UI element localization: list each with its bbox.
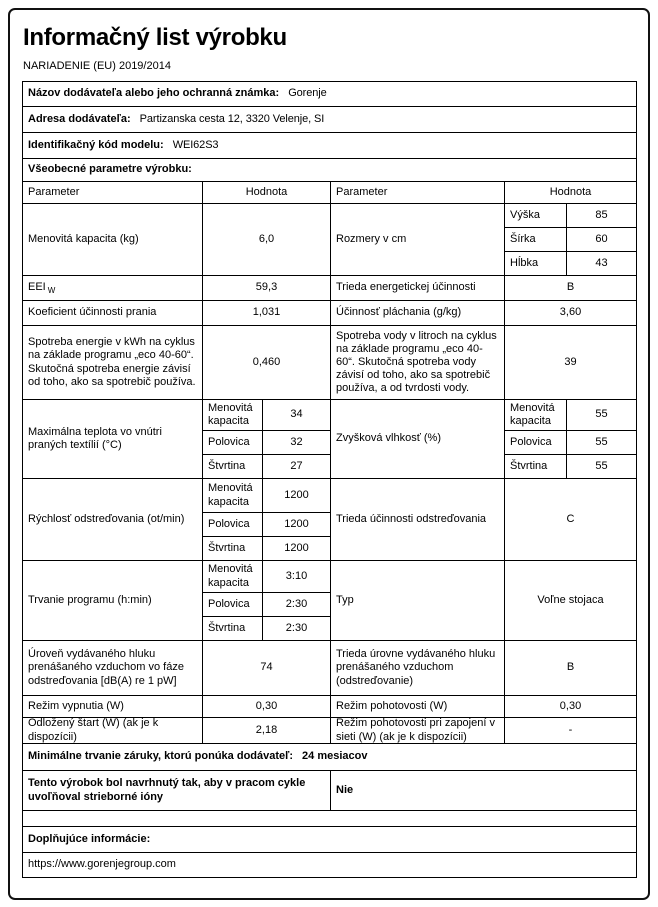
moisture-quarter-label: Štvrtina [505, 455, 567, 479]
duration-rated-row [203, 561, 331, 593]
document-title: Informačný list výrobku [23, 24, 287, 51]
energy-consumption-label: Spotreba energie v kWh na cyklus na základe programu „eco 40-60“. Skutočná spotreba energie závisí od toho, ako sa spotrebič používa. [23, 326, 203, 400]
max-temp-half-label: Polovica [203, 431, 263, 455]
program-duration-label: Trvanie programu (h:min) [23, 561, 203, 641]
spin-half-label: Polovica [203, 513, 263, 537]
model-id-row [23, 133, 637, 159]
water-consumption-value: 39 [505, 326, 637, 400]
max-temp-rated-label: Menovitá kapacita [203, 400, 263, 431]
spin-quarter-value: 1200 [263, 537, 331, 561]
energy-class-label: Trieda energetickej účinnosti [331, 276, 505, 301]
noise-class-value: B [505, 641, 637, 696]
moisture-rated-row [505, 400, 637, 431]
eei-energy-class-row [23, 276, 637, 301]
silver-ions-value: Nie [331, 771, 637, 811]
spin-rated-row [203, 479, 331, 513]
model-id-cell [23, 133, 637, 159]
spin-rated-value: 1200 [263, 479, 331, 513]
dimensions-subtable [505, 204, 637, 276]
wash-rinse-row [23, 301, 637, 326]
model-id-value: WEI62S3 [172, 138, 219, 151]
supplier-address-cell [23, 107, 637, 133]
duration-half-row [203, 593, 331, 617]
moisture-rated-label: Menovitá kapacita [505, 400, 567, 431]
noise-level-label: Úroveň vydávaného hluku prenášaného vzduchom vo fáze odstreďovania [dB(A) re 1 pW] [23, 641, 203, 696]
capacity-label: Menovitá kapacita (kg) [23, 204, 203, 276]
wash-coefficient-value: 1,031 [203, 301, 331, 326]
spin-quarter-label: Štvrtina [203, 537, 263, 561]
supplier-name-value: Gorenje [288, 87, 327, 100]
rinse-efficiency-label: Účinnosť pláchania (g/kg) [331, 301, 505, 326]
max-temp-quarter-value: 27 [263, 455, 331, 479]
rinse-efficiency-value: 3,60 [505, 301, 637, 326]
networked-standby-value: - [505, 718, 637, 744]
noise-level-value: 74 [203, 641, 331, 696]
additional-info-row [23, 827, 637, 853]
dimension-depth-label: Hĺbka [505, 252, 567, 276]
capacity-value: 6,0 [203, 204, 331, 276]
type-value: Voľne stojaca [505, 561, 637, 641]
duration-quarter-row [203, 617, 331, 641]
capacity-dimensions-row [23, 204, 637, 276]
duration-rated-label: Menovitá kapacita [203, 561, 263, 593]
supplier-address-label: Adresa dodávateľa: [28, 112, 131, 125]
duration-type-row [23, 561, 637, 641]
duration-half-label: Polovica [203, 593, 263, 617]
dimension-depth-row [505, 252, 637, 276]
supplier-name-row [23, 82, 637, 107]
website-row [23, 853, 637, 878]
networked-standby-label: Režim pohotovosti pri zapojení v sieti (W) (ak je k dispozícii) [331, 718, 505, 744]
dimensions-label: Rozmery v cm [331, 204, 505, 276]
dimension-height-row [505, 204, 637, 228]
eei-label [23, 276, 203, 301]
spin-quarter-row [203, 537, 331, 561]
duration-rated-value: 3:10 [263, 561, 331, 593]
spacer-cell [23, 811, 637, 827]
page-border-frame [8, 8, 650, 900]
dimension-depth-value: 43 [567, 252, 637, 276]
additional-info-label: Doplňujúce informácie: [23, 827, 637, 853]
max-temp-quarter-label: Štvrtina [203, 455, 263, 479]
table-header-row [23, 182, 637, 204]
delayed-start-label: Odložený štart (W) (ak je k dispozícii) [23, 718, 203, 744]
noise-row [23, 641, 637, 696]
residual-moisture-subtable [505, 400, 637, 479]
standby-mode-label: Režim pohotovosti (W) [331, 696, 505, 718]
moisture-rated-value: 55 [567, 400, 637, 431]
eei-label-text: EEI [28, 281, 46, 294]
header-value-right: Hodnota [505, 182, 637, 204]
general-parameters-label: Všeobecné parametre výrobku: [23, 159, 637, 182]
spin-row [23, 479, 637, 561]
spin-speed-label: Rýchlosť odstreďovania (ot/min) [23, 479, 203, 561]
max-temp-half-row [203, 431, 331, 455]
warranty-row [23, 744, 637, 771]
standby-mode-value: 0,30 [505, 696, 637, 718]
dimension-width-label: Šírka [505, 228, 567, 252]
moisture-quarter-row [505, 455, 637, 479]
header-param-right: Parameter [331, 182, 505, 204]
website-url: https://www.gorenjegroup.com [23, 853, 637, 878]
eei-label-subscript: W [47, 286, 56, 296]
moisture-half-row [505, 431, 637, 455]
max-temp-rated-row [203, 400, 331, 431]
max-temperature-subtable [203, 400, 331, 479]
supplier-name-label: Názov dodávateľa alebo jeho ochranná známka: [28, 87, 280, 100]
type-label: Typ [331, 561, 505, 641]
noise-class-label: Trieda úrovne vydávaného hluku prenášaného vzduchom (odstreďovanie) [331, 641, 505, 696]
moisture-half-label: Polovica [505, 431, 567, 455]
dimension-height-value: 85 [567, 204, 637, 228]
max-temp-half-value: 32 [263, 431, 331, 455]
spacer-row [23, 811, 637, 827]
header-param-left: Parameter [23, 182, 203, 204]
wash-coefficient-label: Koeficient účinnosti prania [23, 301, 203, 326]
silver-ions-label: Tento výrobok bol navrhnutý tak, aby v pracom cykle uvoľňoval strieborné ióny [23, 771, 331, 811]
spin-rated-label: Menovitá kapacita [203, 479, 263, 513]
max-temp-quarter-row [203, 455, 331, 479]
max-temp-rated-value: 34 [263, 400, 331, 431]
warranty-cell [23, 744, 637, 771]
duration-quarter-label: Štvrtina [203, 617, 263, 641]
spin-speed-subtable [203, 479, 331, 561]
spin-class-label: Trieda účinnosti odstreďovania [331, 479, 505, 561]
header-value-left: Hodnota [203, 182, 331, 204]
duration-quarter-value: 2:30 [263, 617, 331, 641]
delayed-networked-row [23, 718, 637, 744]
consumption-row [23, 326, 637, 400]
delayed-start-value: 2,18 [203, 718, 331, 744]
moisture-quarter-value: 55 [567, 455, 637, 479]
moisture-half-value: 55 [567, 431, 637, 455]
warranty-value: 24 mesiacov [302, 750, 368, 763]
supplier-name-cell [23, 82, 637, 107]
silver-ions-row [23, 771, 637, 811]
product-parameters-table [22, 81, 637, 878]
max-temperature-label: Maximálna teplota vo vnútri praných textílií (°C) [23, 400, 203, 479]
duration-half-value: 2:30 [263, 593, 331, 617]
off-mode-label: Režim vypnutia (W) [23, 696, 203, 718]
off-mode-value: 0,30 [203, 696, 331, 718]
dimension-width-value: 60 [567, 228, 637, 252]
energy-consumption-value: 0,460 [203, 326, 331, 400]
residual-moisture-label: Zvyšková vlhkosť (%) [331, 400, 505, 479]
supplier-address-row [23, 107, 637, 133]
dimension-height-label: Výška [505, 204, 567, 228]
warranty-label: Minimálne trvanie záruky, ktorú ponúka dodávateľ: [28, 750, 294, 763]
spin-half-value: 1200 [263, 513, 331, 537]
spin-half-row [203, 513, 331, 537]
program-duration-subtable [203, 561, 331, 641]
model-id-label: Identifikačný kód modelu: [28, 138, 164, 151]
regulation-subtitle: NARIADENIE (EU) 2019/2014 [23, 60, 171, 72]
spin-class-value: C [505, 479, 637, 561]
water-consumption-label: Spotreba vody v litroch na cyklus na základe programu „eco 40-60“. Skutočná spotreba vody závisí od toho, ako sa spotrebič používa, a od tvrdosti vody. [331, 326, 505, 400]
general-parameters-row [23, 159, 637, 182]
supplier-address-value: Partizanska cesta 12, 3320 Velenje, SI [139, 112, 325, 125]
dimension-width-row [505, 228, 637, 252]
energy-class-value: B [505, 276, 637, 301]
temperature-moisture-row [23, 400, 637, 479]
eei-value: 59,3 [203, 276, 331, 301]
off-standby-row [23, 696, 637, 718]
